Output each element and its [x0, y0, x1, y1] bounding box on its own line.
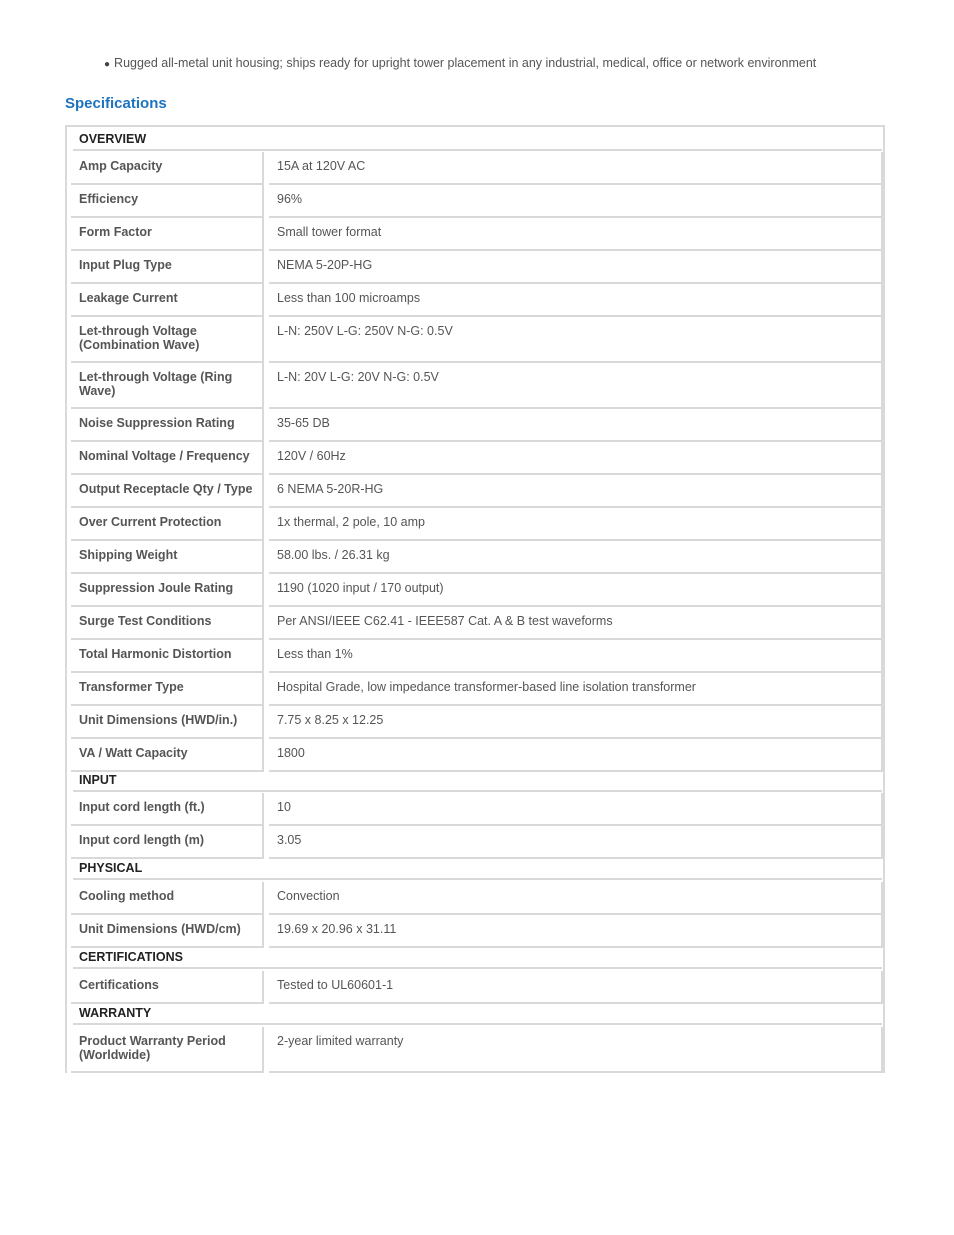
spec-value: 3.05 — [269, 826, 883, 859]
spec-value: L-N: 250V L-G: 250V N-G: 0.5V — [269, 317, 883, 363]
feature-bullet — [104, 56, 816, 70]
spec-label: Product Warranty Period (Worldwide) — [71, 1027, 264, 1073]
feature-bullet-text: Rugged all-metal unit housing; ships ready for upright tower placement in any industrial, medical, office or network environment — [114, 56, 817, 70]
spec-label: Let-through Voltage (Ring Wave) — [71, 363, 264, 409]
section-header-warranty: WARRANTY — [79, 1006, 152, 1020]
spec-label: Suppression Joule Rating — [71, 574, 264, 607]
spec-value: 1800 — [269, 739, 883, 772]
spec-value: 120V / 60Hz — [269, 442, 883, 475]
spec-value: Tested to UL60601-1 — [269, 971, 883, 1004]
spec-label: Leakage Current — [71, 284, 264, 317]
spec-value: 1x thermal, 2 pole, 10 amp — [269, 508, 883, 541]
spec-value: Small tower format — [269, 218, 883, 251]
spec-label: Noise Suppression Rating — [71, 409, 264, 442]
spec-label: Form Factor — [71, 218, 264, 251]
spec-label: Surge Test Conditions — [71, 607, 264, 640]
spec-label: Unit Dimensions (HWD/in.) — [71, 706, 264, 739]
section-divider — [73, 967, 882, 969]
spec-value: Convection — [269, 882, 883, 915]
spec-value: 58.00 lbs. / 26.31 kg — [269, 541, 883, 574]
section-header-overview: OVERVIEW — [79, 132, 147, 146]
bullet-dot-icon: ● — [104, 59, 111, 70]
section-header-certifications: CERTIFICATIONS — [79, 950, 183, 964]
spec-label: Amp Capacity — [71, 152, 264, 185]
section-divider — [73, 149, 882, 151]
spec-label: Nominal Voltage / Frequency — [71, 442, 264, 475]
spec-label: Unit Dimensions (HWD/cm) — [71, 915, 264, 948]
spec-label: Let-through Voltage (Combination Wave) — [71, 317, 264, 363]
spec-label: Over Current Protection — [71, 508, 264, 541]
spec-label: VA / Watt Capacity — [71, 739, 264, 772]
spec-value: 10 — [269, 793, 883, 826]
spec-value: Per ANSI/IEEE C62.41 - IEEE587 Cat. A & B test waveforms — [269, 607, 883, 640]
section-header-input: INPUT — [79, 773, 117, 787]
spec-value: Less than 100 microamps — [269, 284, 883, 317]
section-header-physical: PHYSICAL — [79, 861, 143, 875]
spec-value: 2-year limited warranty — [269, 1027, 883, 1073]
spec-value: L-N: 20V L-G: 20V N-G: 0.5V — [269, 363, 883, 409]
specifications-table — [65, 125, 885, 1073]
spec-label: Output Receptacle Qty / Type — [71, 475, 264, 508]
spec-label: Cooling method — [71, 882, 264, 915]
spec-value: 19.69 x 20.96 x 31.11 — [269, 915, 883, 948]
spec-label: Total Harmonic Distortion — [71, 640, 264, 673]
spec-label: Input cord length (m) — [71, 826, 264, 859]
spec-label: Certifications — [71, 971, 264, 1004]
spec-value: NEMA 5-20P-HG — [269, 251, 883, 284]
spec-label: Transformer Type — [71, 673, 264, 706]
spec-label: Input cord length (ft.) — [71, 793, 264, 826]
spec-value: 6 NEMA 5-20R-HG — [269, 475, 883, 508]
specifications-heading: Specifications — [65, 95, 167, 112]
spec-label: Shipping Weight — [71, 541, 264, 574]
spec-label: Efficiency — [71, 185, 264, 218]
spec-value: 96% — [269, 185, 883, 218]
spec-label: Input Plug Type — [71, 251, 264, 284]
spec-value: Less than 1% — [269, 640, 883, 673]
spec-value: 7.75 x 8.25 x 12.25 — [269, 706, 883, 739]
spec-value: 1190 (1020 input / 170 output) — [269, 574, 883, 607]
section-divider — [73, 878, 882, 880]
spec-value: 15A at 120V AC — [269, 152, 883, 185]
spec-value: Hospital Grade, low impedance transformer-based line isolation transformer — [269, 673, 883, 706]
section-divider — [73, 790, 882, 792]
spec-value: 35-65 DB — [269, 409, 883, 442]
section-divider — [73, 1023, 882, 1025]
